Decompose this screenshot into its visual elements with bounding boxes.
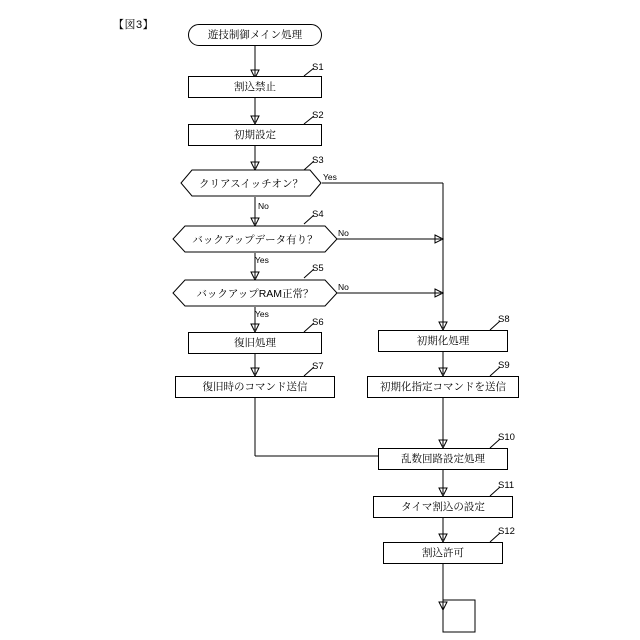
node-s1-label: 割込禁止 xyxy=(234,80,276,93)
step-label-s6: S6 xyxy=(312,317,324,328)
node-s8-label: 初期化処理 xyxy=(416,334,470,347)
edge-label-s5-yes: Yes xyxy=(255,309,269,319)
edge-label-s5-no: No xyxy=(338,282,349,292)
step-label-s7: S7 xyxy=(312,361,324,372)
node-start xyxy=(188,24,322,46)
node-s7-label: 復旧時のコマンド送信 xyxy=(202,380,308,393)
edge-label-s3-yes: Yes xyxy=(323,172,337,182)
node-s5 xyxy=(172,279,338,307)
node-s9 xyxy=(367,376,519,398)
edge-label-s4-yes: Yes xyxy=(255,255,269,265)
node-s4 xyxy=(172,225,338,253)
node-s2 xyxy=(188,124,322,146)
node-s3-label: クリアスイッチオン？ xyxy=(199,177,303,190)
node-s9-label: 初期化指定コマンドを送信 xyxy=(380,380,506,393)
step-label-s4: S4 xyxy=(312,209,324,220)
node-s12-label: 割込許可 xyxy=(422,546,464,559)
node-s3 xyxy=(180,169,322,197)
node-s8 xyxy=(378,330,508,352)
node-start-label: 遊技制御メイン処理 xyxy=(207,28,303,41)
figure-label: 【図3】 xyxy=(113,19,155,31)
step-label-s12: S12 xyxy=(498,526,515,537)
edge-label-s3-no: No xyxy=(258,201,269,211)
node-s4-label: バックアップデータ有り？ xyxy=(192,233,318,246)
edge-label-s4-no: No xyxy=(338,228,349,238)
step-label-s1: S1 xyxy=(312,62,324,73)
node-s11 xyxy=(373,496,513,518)
step-label-s3: S3 xyxy=(312,155,324,166)
step-label-s2: S2 xyxy=(312,110,324,121)
step-label-s5: S5 xyxy=(312,263,324,274)
node-s6 xyxy=(188,332,322,354)
node-s2-label: 初期設定 xyxy=(234,128,276,141)
node-s12 xyxy=(383,542,503,564)
step-label-s9: S9 xyxy=(498,360,510,371)
node-s11-label: タイマ割込の設定 xyxy=(401,500,485,513)
node-s6-label: 復旧処理 xyxy=(234,336,276,349)
step-label-s10: S10 xyxy=(498,432,515,443)
step-label-s11: S11 xyxy=(498,480,515,491)
step-label-s8: S8 xyxy=(498,314,510,325)
node-s1 xyxy=(188,76,322,98)
node-s7 xyxy=(175,376,335,398)
node-s5-label: バックアップRAM正常？ xyxy=(196,287,314,300)
node-s10 xyxy=(378,448,508,470)
node-s10-label: 乱数回路設定処理 xyxy=(401,452,485,465)
